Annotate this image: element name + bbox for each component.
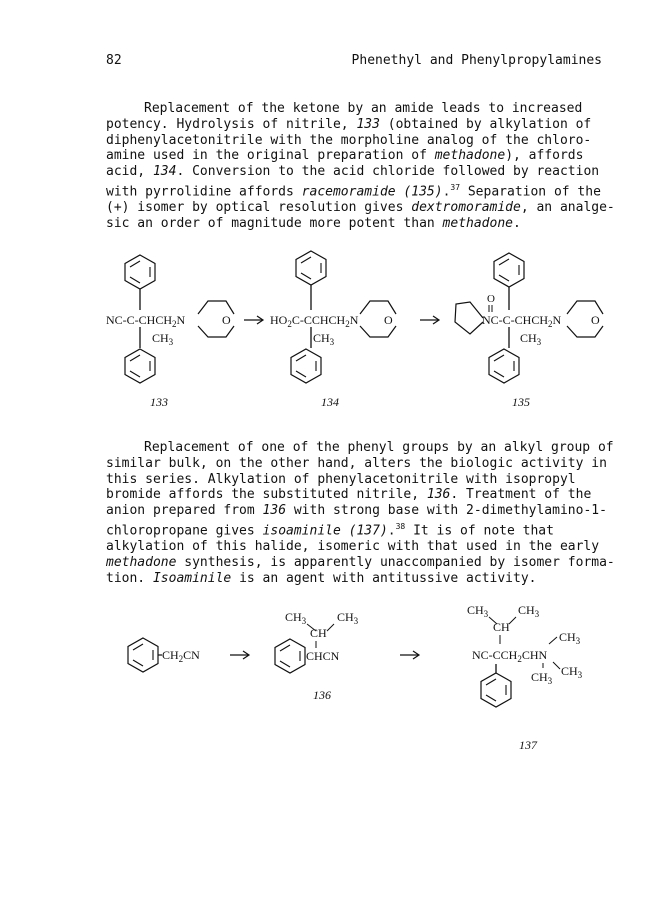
c136-methyl-b: $CH_3$ — [337, 610, 359, 626]
text-line: tion. Isoaminile is an agent with antitussive activity. — [106, 570, 537, 586]
compound-label-137: 137 — [519, 738, 537, 752]
text-line: diphenylacetonitrile with the morpholine analog of the chloro- — [106, 132, 592, 148]
compound-label-135: 135 — [512, 395, 530, 409]
reaction-arrow — [420, 316, 439, 324]
compound-133 — [106, 255, 234, 409]
c134-methyl: $CH_3$ — [313, 331, 335, 347]
c137-chain: $NC-CCH_2CHN$ — [472, 648, 548, 664]
c134-oxygen: O — [384, 313, 393, 327]
c137-methyl-e: $CH_3$ — [531, 670, 553, 686]
reaction-arrow — [244, 316, 263, 324]
phenyl-ring — [128, 638, 158, 672]
text-line: potency. Hydrolysis of nitrile, 133 (obtained by alkylation of — [106, 116, 592, 132]
pyrrolidine-ring — [455, 302, 483, 334]
text-line: with pyrrolidine affords racemoramide (135).$^{37}$ Separation of the — [106, 182, 601, 200]
compound-label-136: 136 — [313, 688, 331, 702]
phenyl-ring — [489, 349, 519, 383]
start-substituent: $CH_2CN$ — [162, 648, 200, 664]
running-head: Phenethyl and Phenylpropylamines — [351, 53, 602, 68]
c137-methyl-c: $CH_3$ — [559, 630, 581, 646]
text-line: (+) isomer by optical resolution gives dextromoramide, an analge- — [106, 200, 615, 216]
phenyl-ring — [296, 251, 326, 285]
text-line: amine used in the original preparation of methadone), affords — [106, 148, 584, 164]
page-number: 82 — [106, 53, 122, 68]
c133-methyl: $CH_3$ — [152, 331, 174, 347]
text-line: this series. Alkylation of phenylacetonitrile with isopropyl — [106, 471, 576, 487]
phenyl-ring — [291, 349, 321, 383]
c135-chain: $NC-C-CHCH_2N$ — [482, 313, 562, 329]
c133-chain: $NC-C-CHCH_2N$ — [106, 313, 186, 329]
c136-methine: CH — [310, 626, 327, 640]
phenylacetonitrile — [128, 638, 200, 672]
text-line: Replacement of the ketone by an amide leads to increased — [144, 101, 583, 116]
c137-methyl-b: $CH_3$ — [518, 603, 540, 619]
reaction-arrow — [400, 651, 419, 659]
c137-methine: CH — [493, 620, 510, 634]
phenyl-ring — [275, 639, 305, 673]
text-line: sic an order of magnitude more potent than methadone. — [106, 215, 521, 231]
c136-methyl-a: $CH_3$ — [285, 610, 307, 626]
c134-chain: $HO_2C-CCHCH_2N$ — [270, 313, 359, 329]
c136-chcn: CHCN — [306, 649, 340, 663]
c135-carbonyl-oxygen: O — [487, 293, 495, 305]
compound-label-134: 134 — [321, 395, 339, 409]
c135-methyl: $CH_3$ — [520, 331, 542, 347]
c137-methyl-d: $CH_3$ — [561, 664, 583, 680]
c135-oxygen: O — [591, 313, 600, 327]
text-line: anion prepared from 136 with strong base with 2-dimethylamino-1- — [106, 503, 607, 519]
compound-135 — [455, 253, 603, 409]
phenyl-ring — [494, 253, 524, 287]
c137-methyl-a: $CH_3$ — [467, 603, 489, 619]
text-line: alkylation of this halide, isomeric with that used in the early — [106, 539, 600, 555]
phenyl-ring — [125, 349, 155, 383]
reaction-arrow — [230, 651, 249, 659]
phenyl-ring — [481, 673, 511, 707]
text-line: similar bulk, on the other hand, alters the biologic activity in — [106, 455, 607, 471]
phenyl-ring — [125, 255, 155, 289]
text-line: methadone synthesis, is apparently unaccompanied by isomer forma- — [106, 554, 615, 570]
text-line: Replacement of one of the phenyl groups by an alkyl group of — [144, 440, 614, 455]
c133-oxygen: O — [222, 313, 231, 327]
compound-137 — [467, 603, 583, 752]
text-line: acid, 134. Conversion to the acid chloride followed by reaction — [106, 164, 600, 180]
compound-136 — [275, 610, 359, 702]
text-line: bromide affords the substituted nitrile, 136. Treatment of the — [106, 487, 592, 503]
compound-134 — [270, 251, 396, 409]
compound-label-133: 133 — [150, 395, 168, 409]
text-line: chloropropane gives isoaminile (137).$^{38}$ It is of note that — [106, 521, 554, 539]
